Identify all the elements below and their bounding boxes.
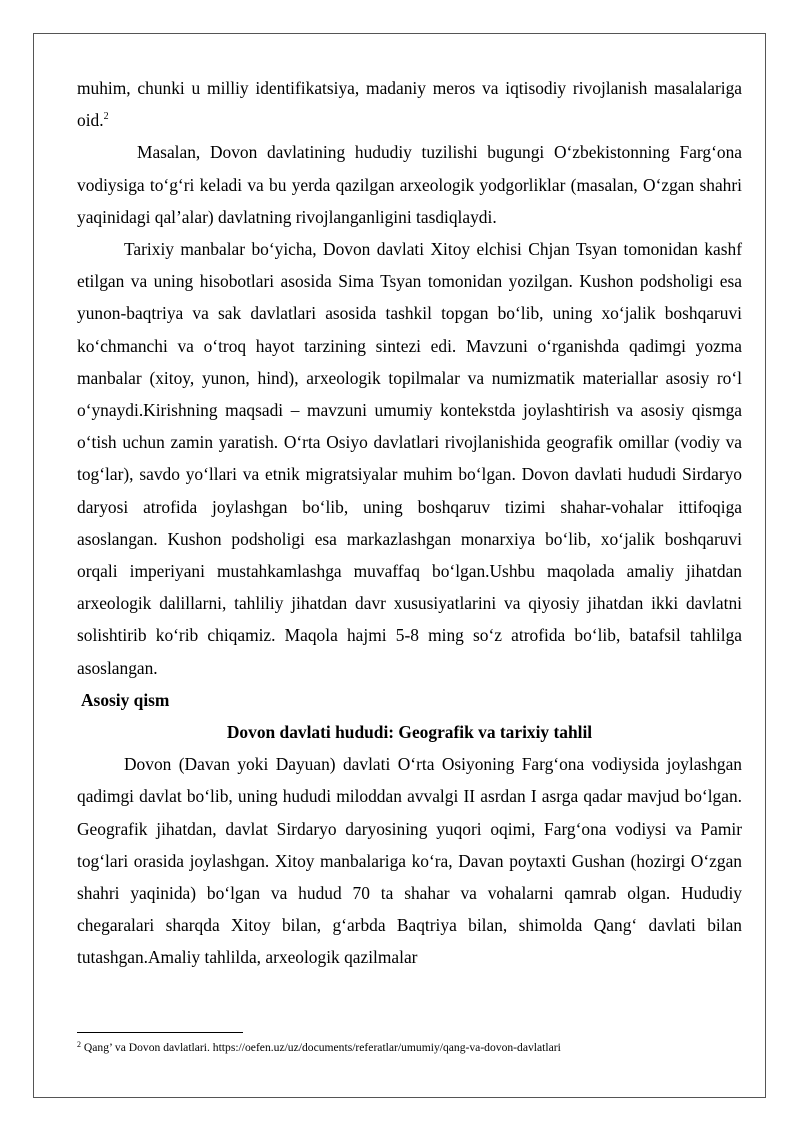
footnote-text: Qang’ va Dovon davlatlari. https://oefen.uz/uz/documents/referatlar/umumiy/qang-va-dovon-davlatlari	[83, 1041, 561, 1054]
document-body	[77, 72, 742, 974]
footnote-reference[interactable]: 2	[103, 111, 109, 123]
paragraph-2: Masalan, Dovon davlatining hududiy tuzilishi bugungi O‘zbekistonning Farg‘ona vodiysiga to‘g‘ri keladi va bu yerda qazilgan arxeologik yodgorliklar (masalan, O‘zgan shahri yaqinidagi qal’alar) davlatning rivojlanganligini tasdiqlaydi.	[77, 142, 742, 227]
footnote	[77, 1040, 757, 1055]
paragraph-4: Dovon (Davan yoki Dayuan) davlati O‘rta Osiyoning Farg‘ona vodiysida joylashgan qadimgi davlat bo‘lib, uning hududi miloddan avvalgi II asrdan I asrga qadar mavjud bo‘lgan. Geografik jihatdan, davlat Sirdaryo daryosining yuqori oqimi, Farg‘ona vodiysi va Pamir tog‘lari orasida joylashgan. Xitoy manbalariga ko‘ra, Davan poytaxti Gushan (hozirgi O‘zgan shahri yaqinida) bo‘lgan va hudud 70 ta shahar va vohalarni qamrab olgan. Hududiy chegaralari sharqda Xitoy bilan, g‘arbda Baqtriya bilan, shimolda Qang‘ davlati bilan tutashgan.Amaliy tahlilda, arxeologik qazilmalar	[77, 754, 742, 968]
paragraph-3: Tarixiy manbalar bo‘yicha, Dovon davlati Xitoy elchisi Chjan Tsyan tomonidan kashf etilgan va uning hisobotlari asosida Sima Tsyan tomonidan yozilgan. Kushon podsholigi esa yunon-baqtriya va sak davlatlari asosida tashkil topgan bo‘lib, uning xo‘jalik boshqaruvi ko‘chmanchi va o‘troq hayot tarzining sintezi edi. Mavzuni o‘rganishda qadimgi yozma manbalar (xitoy, yunon, hind), arxeologik topilmalar va numizmatik materiallar asosiy ro‘l o‘ynaydi.Kirishning maqsadi – mavzuni umumiy kontekstda joylashtirish va asosiy qismga o‘tish uchun zamin yaratish. O‘rta Osiyo davlatlari rivojlanishida geografik omillar (vodiy va tog‘lar), savdo yo‘llari va etnik migratsiyalar muhim bo‘lgan. Dovon davlati hududi Sirdaryo daryosi atrofida joylashgan bo‘lib, uning boshqaruv tizimi shahar-vohalar ittifoqiga asoslangan. Kushon podsholigi esa markazlashgan monarxiya bo‘lib, xo‘jalik boshqaruvi orqali imperiyani mustahkamlashga muvaffaq bo‘lgan.Ushbu maqolada amaliy jihatdan arxeologik dalillarni, tahliliy jihatdan davr xususiyatlarini va qiyosiy jihatdan ikki davlatni solishtirib ko‘rib chiqamiz. Maqola hajmi 5-8 ming so‘z atrofida bo‘lib, batafsil tahlilga asoslangan.	[77, 239, 742, 678]
subsection-heading: Dovon davlati hududi: Geografik va tarixiy tahlil	[226, 722, 593, 743]
footnote-separator	[77, 1032, 243, 1033]
paragraph-1-text: muhim, chunki u milliy identifikatsiya, madaniy meros va iqtisodiy rivojlanish masalalariga oid.	[77, 78, 742, 131]
footnote-number: 2	[77, 1040, 81, 1049]
paragraph-1	[77, 72, 742, 136]
section-heading: Asosiy qism	[81, 689, 170, 710]
